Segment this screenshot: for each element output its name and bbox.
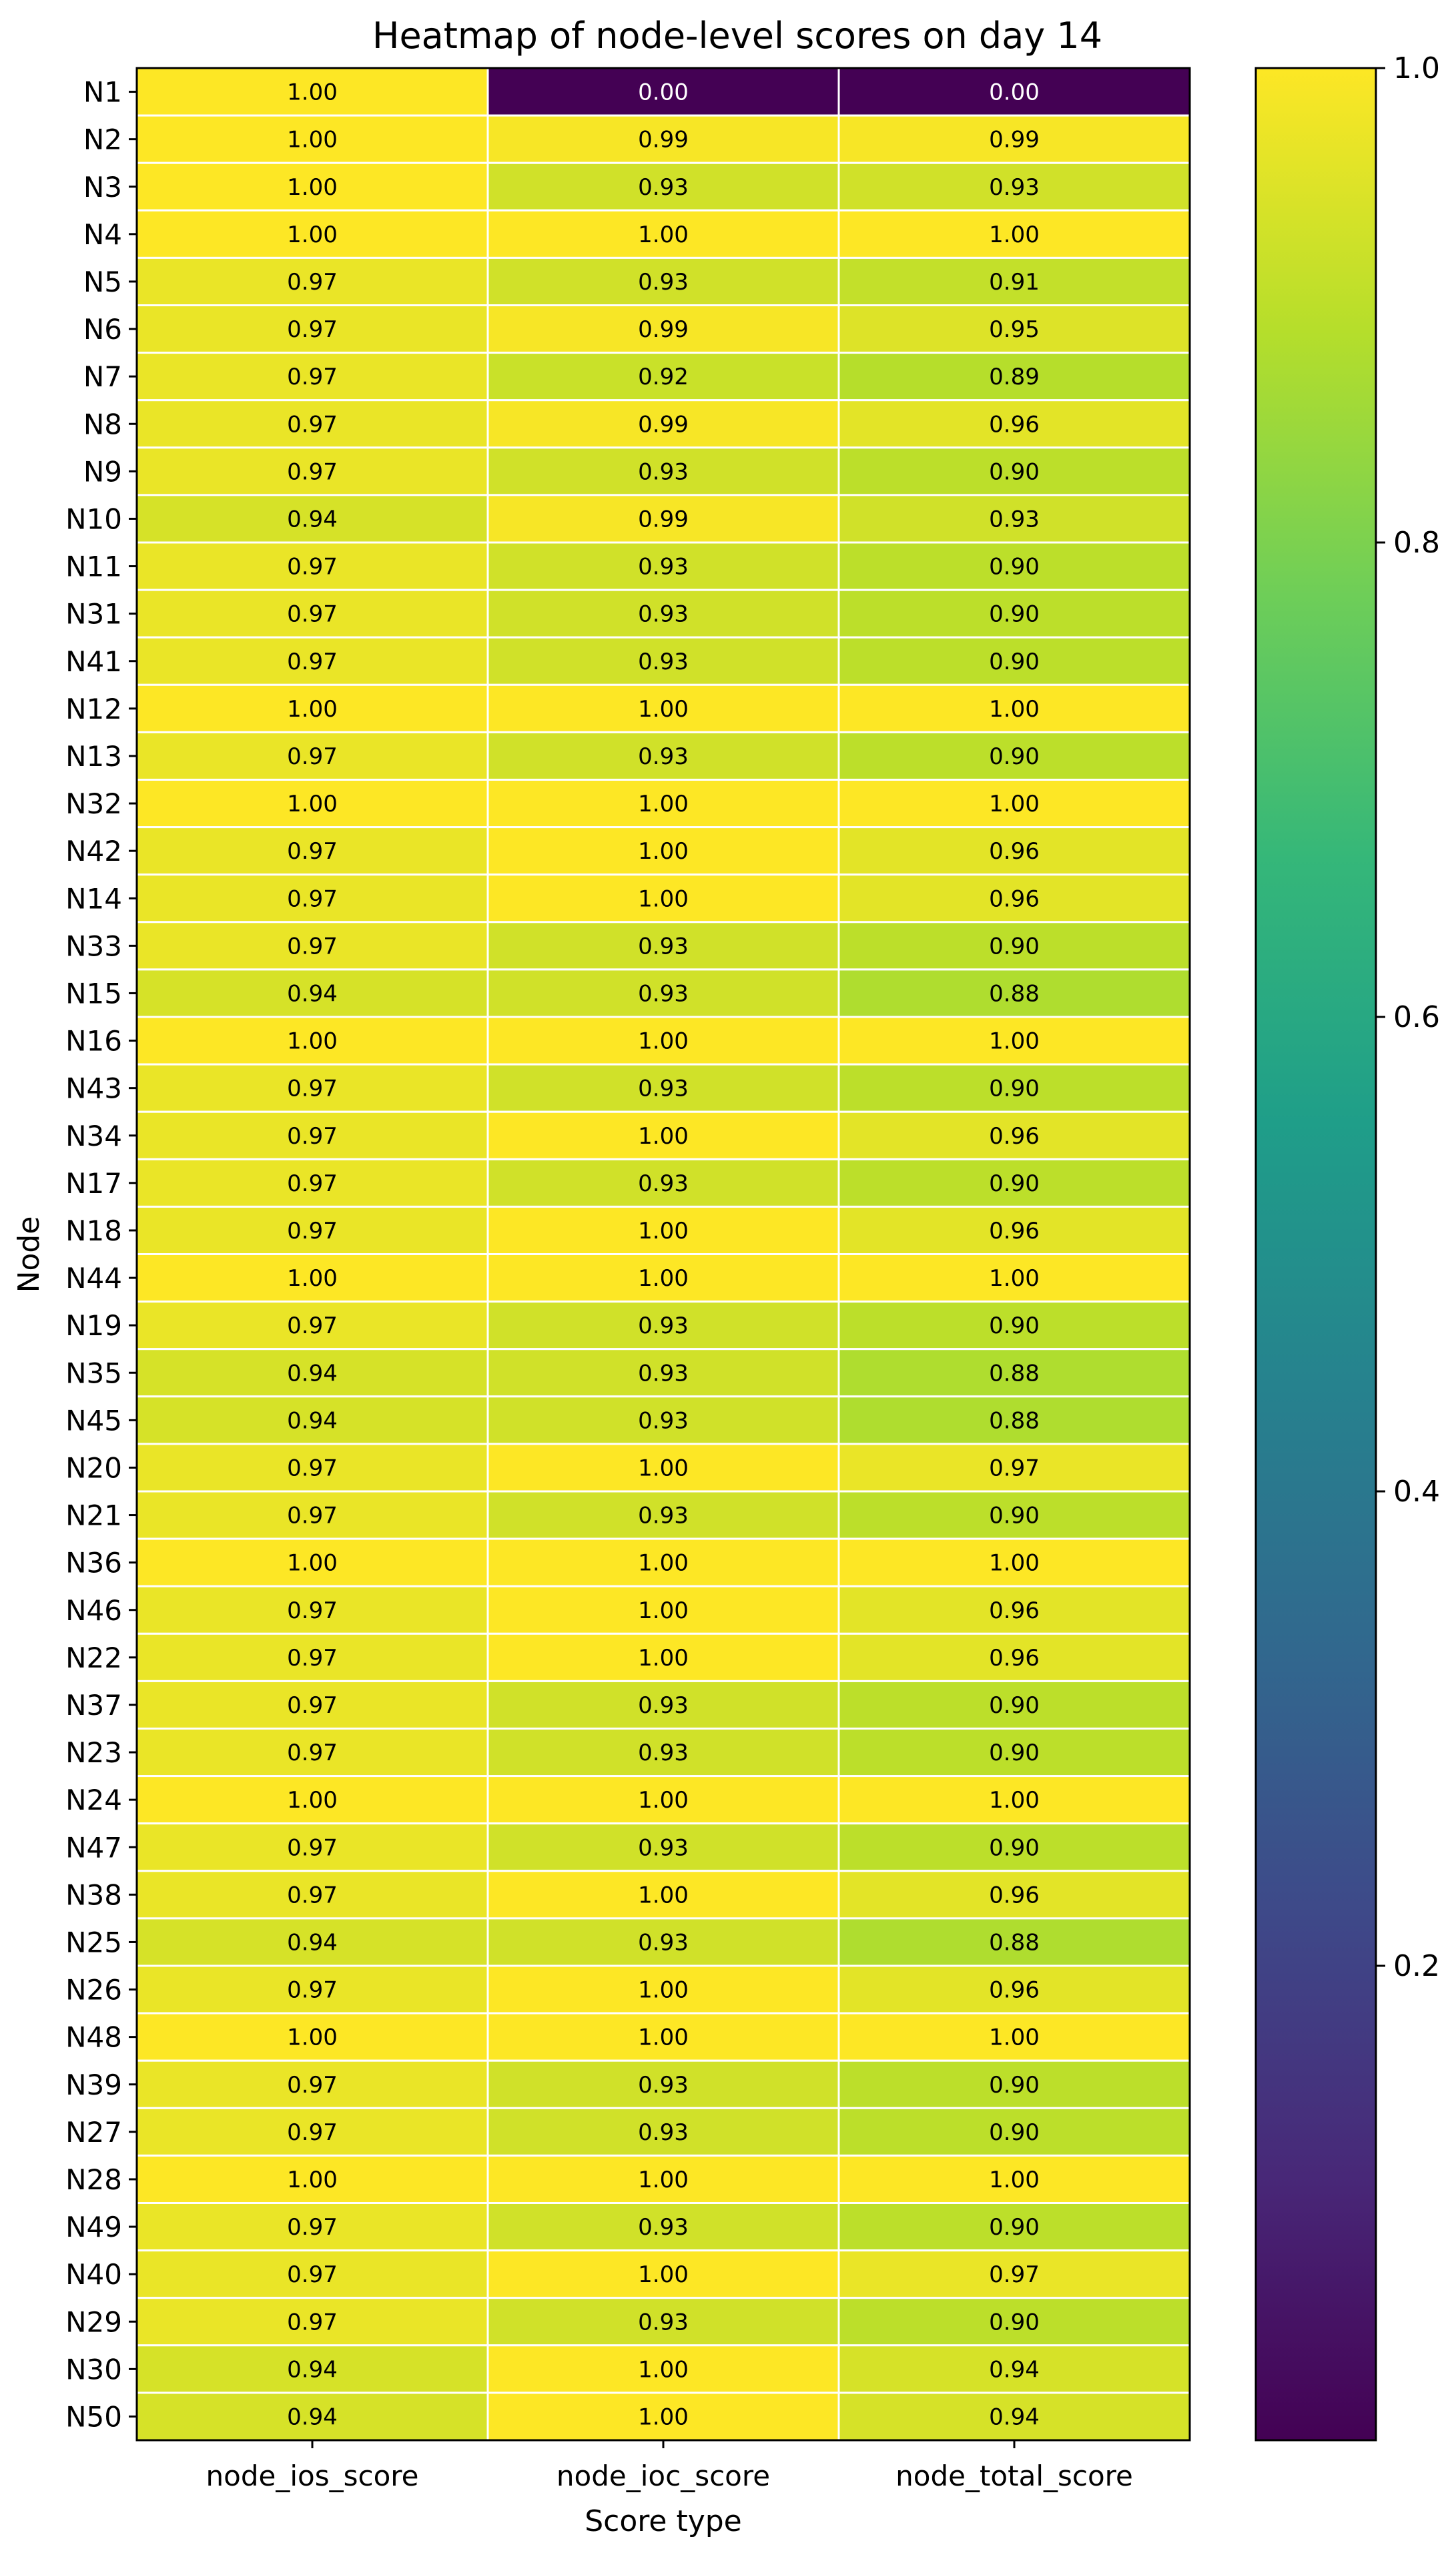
cell-value-label: 0.97 bbox=[287, 1644, 338, 1672]
cell-value-label: 0.93 bbox=[638, 980, 689, 1008]
cell-value-label: 0.97 bbox=[287, 268, 338, 296]
row-tick-label: N6 bbox=[83, 313, 122, 346]
cell-value-label: 1.00 bbox=[287, 126, 338, 153]
cell-value-label: 1.00 bbox=[287, 1028, 338, 1055]
cell-value-label: 1.00 bbox=[287, 221, 338, 248]
row-tick-label: N38 bbox=[65, 1878, 122, 1912]
cell-value-label: 0.94 bbox=[989, 2404, 1040, 2431]
cell-value-label: 0.97 bbox=[287, 1597, 338, 1624]
cell-value-label: 0.97 bbox=[287, 553, 338, 581]
cell-value-label: 1.00 bbox=[989, 2024, 1040, 2051]
x-axis-label: Score type bbox=[585, 2504, 742, 2538]
cell-value-label: 1.00 bbox=[638, 1882, 689, 1909]
chart-title: Heatmap of node-level scores on day 14 bbox=[372, 15, 1103, 57]
row-tick-label: N28 bbox=[65, 2163, 122, 2196]
cell-value-label: 0.00 bbox=[638, 79, 689, 106]
cell-value-label: 1.00 bbox=[989, 1787, 1040, 1814]
colorbar-tick-labels bbox=[1376, 51, 1440, 1983]
cell-value-label: 0.94 bbox=[287, 1407, 338, 1435]
row-tick-label: N14 bbox=[65, 882, 122, 916]
cell-value-label: 0.97 bbox=[287, 2119, 338, 2146]
cell-value-label: 0.99 bbox=[638, 316, 689, 344]
row-tick-label: N46 bbox=[65, 1593, 122, 1627]
cell-value-label: 0.94 bbox=[287, 2356, 338, 2384]
row-tick-label: N20 bbox=[65, 1451, 122, 1485]
cell-value-label: 0.93 bbox=[638, 1834, 689, 1862]
cell-value-label: 1.00 bbox=[638, 2024, 689, 2051]
cell-value-label: 0.97 bbox=[287, 601, 338, 628]
cell-value-label: 1.00 bbox=[989, 221, 1040, 248]
cell-value-label: 0.93 bbox=[638, 2309, 689, 2336]
cell-value-label: 0.97 bbox=[287, 1692, 338, 1719]
colorbar-tick-label: 0.8 bbox=[1393, 526, 1440, 560]
cell-value-label: 1.00 bbox=[638, 1122, 689, 1150]
cell-value-label: 0.97 bbox=[287, 1217, 338, 1244]
row-tick-label: N23 bbox=[65, 1736, 122, 1770]
row-tick-label: N27 bbox=[65, 2115, 122, 2149]
cell-value-label: 1.00 bbox=[287, 1549, 338, 1577]
cell-value-label: 0.94 bbox=[287, 1360, 338, 1387]
cell-value-label: 1.00 bbox=[989, 695, 1040, 723]
row-tick-label: N9 bbox=[83, 455, 122, 488]
cell-value-label: 0.90 bbox=[989, 933, 1040, 960]
colorbar-tick-label: 0.4 bbox=[1393, 1475, 1440, 1509]
colorbar-tick-label: 0.6 bbox=[1393, 1000, 1440, 1034]
cell-value-label: 0.97 bbox=[287, 1976, 338, 2004]
cell-value-label: 0.97 bbox=[287, 2071, 338, 2099]
cell-value-label: 0.90 bbox=[989, 1170, 1040, 1197]
cell-value-label: 0.93 bbox=[638, 1075, 689, 1102]
cell-value-label: 1.00 bbox=[989, 1028, 1040, 1055]
row-tick-label: N17 bbox=[65, 1166, 122, 1200]
cell-value-label: 1.00 bbox=[287, 695, 338, 723]
cell-value-label: 0.96 bbox=[989, 1882, 1040, 1909]
row-tick-label: N16 bbox=[65, 1024, 122, 1058]
cell-value-label: 0.97 bbox=[287, 2214, 338, 2241]
cell-value-label: 0.96 bbox=[989, 1644, 1040, 1672]
row-tick-label: N24 bbox=[65, 1784, 122, 1817]
cell-value-label: 1.00 bbox=[638, 1028, 689, 1055]
cell-value-label: 0.90 bbox=[989, 2309, 1040, 2336]
row-tick-label: N3 bbox=[83, 170, 122, 204]
row-tick-label: N11 bbox=[65, 550, 122, 583]
column-tick-label: node_total_score bbox=[895, 2460, 1133, 2492]
row-tick-label: N4 bbox=[83, 218, 122, 251]
row-tick-label: N39 bbox=[65, 2068, 122, 2101]
cell-value-label: 0.93 bbox=[638, 173, 689, 201]
cell-value-label: 0.88 bbox=[989, 1407, 1040, 1435]
row-tick-label: N50 bbox=[65, 2400, 122, 2434]
cell-value-label: 0.94 bbox=[287, 506, 338, 533]
cell-value-label: 1.00 bbox=[638, 791, 689, 818]
row-tick-label: N34 bbox=[65, 1119, 122, 1152]
cell-value-label: 0.93 bbox=[638, 2119, 689, 2146]
cell-value-label: 0.97 bbox=[287, 933, 338, 960]
cell-value-label: 0.99 bbox=[638, 411, 689, 438]
cell-value-label: 0.96 bbox=[989, 1597, 1040, 1624]
cell-value-label: 0.96 bbox=[989, 411, 1040, 438]
cell-value-label: 0.97 bbox=[287, 1455, 338, 1482]
cell-value-label: 0.88 bbox=[989, 1360, 1040, 1387]
cell-value-label: 0.93 bbox=[638, 1360, 689, 1387]
row-tick-label: N32 bbox=[65, 787, 122, 821]
cell-value-label: 0.97 bbox=[287, 316, 338, 344]
cell-value-label: 0.97 bbox=[989, 1455, 1040, 1482]
y-axis-label: Node bbox=[12, 1216, 46, 1293]
cell-value-label: 0.96 bbox=[989, 1976, 1040, 2004]
cell-value-label: 0.94 bbox=[287, 1929, 338, 1956]
cell-value-label: 0.97 bbox=[287, 364, 338, 391]
cell-value-label: 0.95 bbox=[989, 316, 1040, 344]
cell-value-label: 1.00 bbox=[638, 1455, 689, 1482]
cell-value-label: 0.90 bbox=[989, 648, 1040, 675]
cell-value-label: 0.93 bbox=[638, 553, 689, 581]
cell-value-label: 0.93 bbox=[638, 1407, 689, 1435]
cell-value-label: 1.00 bbox=[989, 1549, 1040, 1577]
row-tick-label: N21 bbox=[65, 1499, 122, 1532]
row-tick-label: N43 bbox=[65, 1072, 122, 1105]
row-tick-label: N30 bbox=[65, 2353, 122, 2386]
cell-value-label: 0.89 bbox=[989, 364, 1040, 391]
cell-value-label: 1.00 bbox=[638, 838, 689, 865]
colorbar-tick-label: 0.2 bbox=[1393, 1949, 1440, 1983]
row-tick-label: N47 bbox=[65, 1831, 122, 1864]
cell-value-label: 0.90 bbox=[989, 1740, 1040, 1767]
cell-value-label: 0.97 bbox=[287, 2309, 338, 2336]
cell-value-label: 1.00 bbox=[638, 1597, 689, 1624]
cell-value-label: 0.90 bbox=[989, 743, 1040, 770]
cell-value-label: 0.99 bbox=[989, 126, 1040, 153]
cell-value-label: 0.93 bbox=[638, 601, 689, 628]
cell-value-label: 0.94 bbox=[989, 2356, 1040, 2384]
cell-value-label: 0.90 bbox=[989, 553, 1040, 581]
cell-value-label: 1.00 bbox=[638, 2166, 689, 2193]
cell-value-label: 0.93 bbox=[638, 1692, 689, 1719]
row-tick-label: N26 bbox=[65, 1973, 122, 2006]
cell-value-label: 0.97 bbox=[287, 1313, 338, 1340]
row-tick-label: N13 bbox=[65, 739, 122, 773]
cell-value-label: 0.97 bbox=[287, 2261, 338, 2289]
row-tick-label: N12 bbox=[65, 692, 122, 725]
cell-value-label: 1.00 bbox=[638, 1787, 689, 1814]
row-tick-label: N44 bbox=[65, 1262, 122, 1295]
cell-value-label: 0.97 bbox=[989, 2261, 1040, 2289]
cell-value-label: 0.90 bbox=[989, 1692, 1040, 1719]
cell-value-label: 1.00 bbox=[287, 791, 338, 818]
cell-value-label: 0.96 bbox=[989, 885, 1040, 913]
cell-value-label: 1.00 bbox=[638, 1644, 689, 1672]
cell-value-label: 0.93 bbox=[989, 506, 1040, 533]
cell-value-label: 1.00 bbox=[989, 1265, 1040, 1293]
row-tick-label: N45 bbox=[65, 1404, 122, 1437]
cell-value-label: 0.93 bbox=[638, 1740, 689, 1767]
cell-value-label: 0.90 bbox=[989, 1834, 1040, 1862]
cell-value-label: 1.00 bbox=[638, 1265, 689, 1293]
cell-value-label: 0.97 bbox=[287, 1170, 338, 1197]
cell-value-label: 0.90 bbox=[989, 1313, 1040, 1340]
row-tick-label: N15 bbox=[65, 977, 122, 1010]
cell-value-label: 1.00 bbox=[638, 695, 689, 723]
cell-value-label: 0.97 bbox=[287, 648, 338, 675]
cell-value-label: 1.00 bbox=[638, 2404, 689, 2431]
cell-value-label: 0.90 bbox=[989, 601, 1040, 628]
row-tick-label: N8 bbox=[83, 408, 122, 441]
row-tick-labels bbox=[65, 76, 137, 2434]
cell-value-label: 0.93 bbox=[638, 268, 689, 296]
cell-value-label: 1.00 bbox=[638, 1976, 689, 2004]
cell-value-label: 1.00 bbox=[287, 1787, 338, 1814]
row-tick-label: N18 bbox=[65, 1214, 122, 1247]
cell-value-label: 1.00 bbox=[638, 1217, 689, 1244]
row-tick-label: N29 bbox=[65, 2305, 122, 2339]
row-tick-label: N41 bbox=[65, 645, 122, 678]
cell-value-label: 0.93 bbox=[638, 743, 689, 770]
cell-value-label: 0.93 bbox=[638, 2214, 689, 2241]
cell-value-label: 0.99 bbox=[638, 126, 689, 153]
cell-value-label: 0.97 bbox=[287, 1882, 338, 1909]
cell-value-label: 1.00 bbox=[638, 2356, 689, 2384]
cell-value-label: 0.96 bbox=[989, 1122, 1040, 1150]
row-tick-label: N1 bbox=[83, 75, 122, 109]
cell-value-label: 0.90 bbox=[989, 458, 1040, 486]
row-tick-label: N2 bbox=[83, 123, 122, 156]
cell-value-label: 0.96 bbox=[989, 838, 1040, 865]
cell-value-label: 0.93 bbox=[638, 933, 689, 960]
row-tick-label: N5 bbox=[83, 265, 122, 298]
cell-value-label: 0.92 bbox=[638, 364, 689, 391]
cell-value-label: 0.99 bbox=[638, 506, 689, 533]
row-tick-label: N37 bbox=[65, 1688, 122, 1722]
cell-value-label: 0.90 bbox=[989, 2071, 1040, 2099]
cell-value-label: 0.97 bbox=[287, 411, 338, 438]
cell-value-label: 0.97 bbox=[287, 838, 338, 865]
cell-value-label: 1.00 bbox=[638, 885, 689, 913]
row-tick-label: N48 bbox=[65, 2021, 122, 2054]
row-tick-label: N22 bbox=[65, 1641, 122, 1674]
cell-value-label: 0.90 bbox=[989, 1075, 1040, 1102]
cell-value-label: 0.93 bbox=[638, 1170, 689, 1197]
colorbar-tick-label: 1.0 bbox=[1393, 51, 1440, 85]
cell-value-label: 1.00 bbox=[287, 79, 338, 106]
row-tick-label: N40 bbox=[65, 2258, 122, 2291]
colorbar bbox=[1256, 68, 1376, 2440]
cell-value-label: 1.00 bbox=[287, 173, 338, 201]
cell-value-label: 0.96 bbox=[989, 1217, 1040, 1244]
cell-value-label: 1.00 bbox=[638, 221, 689, 248]
cell-value-label: 0.93 bbox=[638, 2071, 689, 2099]
cell-value-label: 0.88 bbox=[989, 980, 1040, 1008]
cell-value-label: 0.90 bbox=[989, 2119, 1040, 2146]
cell-value-label: 1.00 bbox=[287, 1265, 338, 1293]
cell-value-label: 0.97 bbox=[287, 1740, 338, 1767]
cell-value-label: 0.90 bbox=[989, 2214, 1040, 2241]
cell-value-label: 0.97 bbox=[287, 1834, 338, 1862]
cell-value-label: 0.90 bbox=[989, 1502, 1040, 1529]
cell-value-label: 0.93 bbox=[638, 1502, 689, 1529]
cell-value-label: 0.93 bbox=[638, 648, 689, 675]
cell-value-label: 0.93 bbox=[638, 1313, 689, 1340]
row-tick-label: N31 bbox=[65, 597, 122, 631]
cell-value-label: 1.00 bbox=[638, 1549, 689, 1577]
row-tick-label: N33 bbox=[65, 930, 122, 963]
cell-value-label: 0.00 bbox=[989, 79, 1040, 106]
row-tick-label: N19 bbox=[65, 1309, 122, 1343]
cell-value-label: 0.91 bbox=[989, 268, 1040, 296]
cell-value-label: 0.88 bbox=[989, 1929, 1040, 1956]
cell-value-label: 0.97 bbox=[287, 885, 338, 913]
cell-value-label: 0.93 bbox=[638, 1929, 689, 1956]
cell-value-label: 0.97 bbox=[287, 743, 338, 770]
cell-value-label: 0.94 bbox=[287, 980, 338, 1008]
cell-value-label: 1.00 bbox=[989, 791, 1040, 818]
cell-value-label: 1.00 bbox=[989, 2166, 1040, 2193]
row-tick-label: N25 bbox=[65, 1926, 122, 1959]
cell-value-label: 0.94 bbox=[287, 2404, 338, 2431]
row-tick-label: N42 bbox=[65, 835, 122, 868]
cell-value-label: 0.97 bbox=[287, 1075, 338, 1102]
cell-value-label: 1.00 bbox=[287, 2166, 338, 2193]
cell-value-label: 1.00 bbox=[638, 2261, 689, 2289]
cell-value-label: 0.93 bbox=[989, 173, 1040, 201]
row-tick-label: N49 bbox=[65, 2211, 122, 2244]
row-tick-label: N36 bbox=[65, 1546, 122, 1579]
cell-value-label: 0.97 bbox=[287, 1502, 338, 1529]
column-tick-label: node_ioc_score bbox=[556, 2460, 771, 2492]
cell-value-label: 0.97 bbox=[287, 1122, 338, 1150]
row-tick-label: N7 bbox=[83, 360, 122, 394]
column-tick-labels bbox=[206, 2440, 1133, 2492]
cell-value-label: 0.97 bbox=[287, 458, 338, 486]
row-tick-label: N10 bbox=[65, 502, 122, 536]
column-tick-label: node_ios_score bbox=[206, 2460, 419, 2492]
cell-value-label: 0.93 bbox=[638, 458, 689, 486]
cell-value-label: 1.00 bbox=[287, 2024, 338, 2051]
row-tick-label: N35 bbox=[65, 1357, 122, 1390]
